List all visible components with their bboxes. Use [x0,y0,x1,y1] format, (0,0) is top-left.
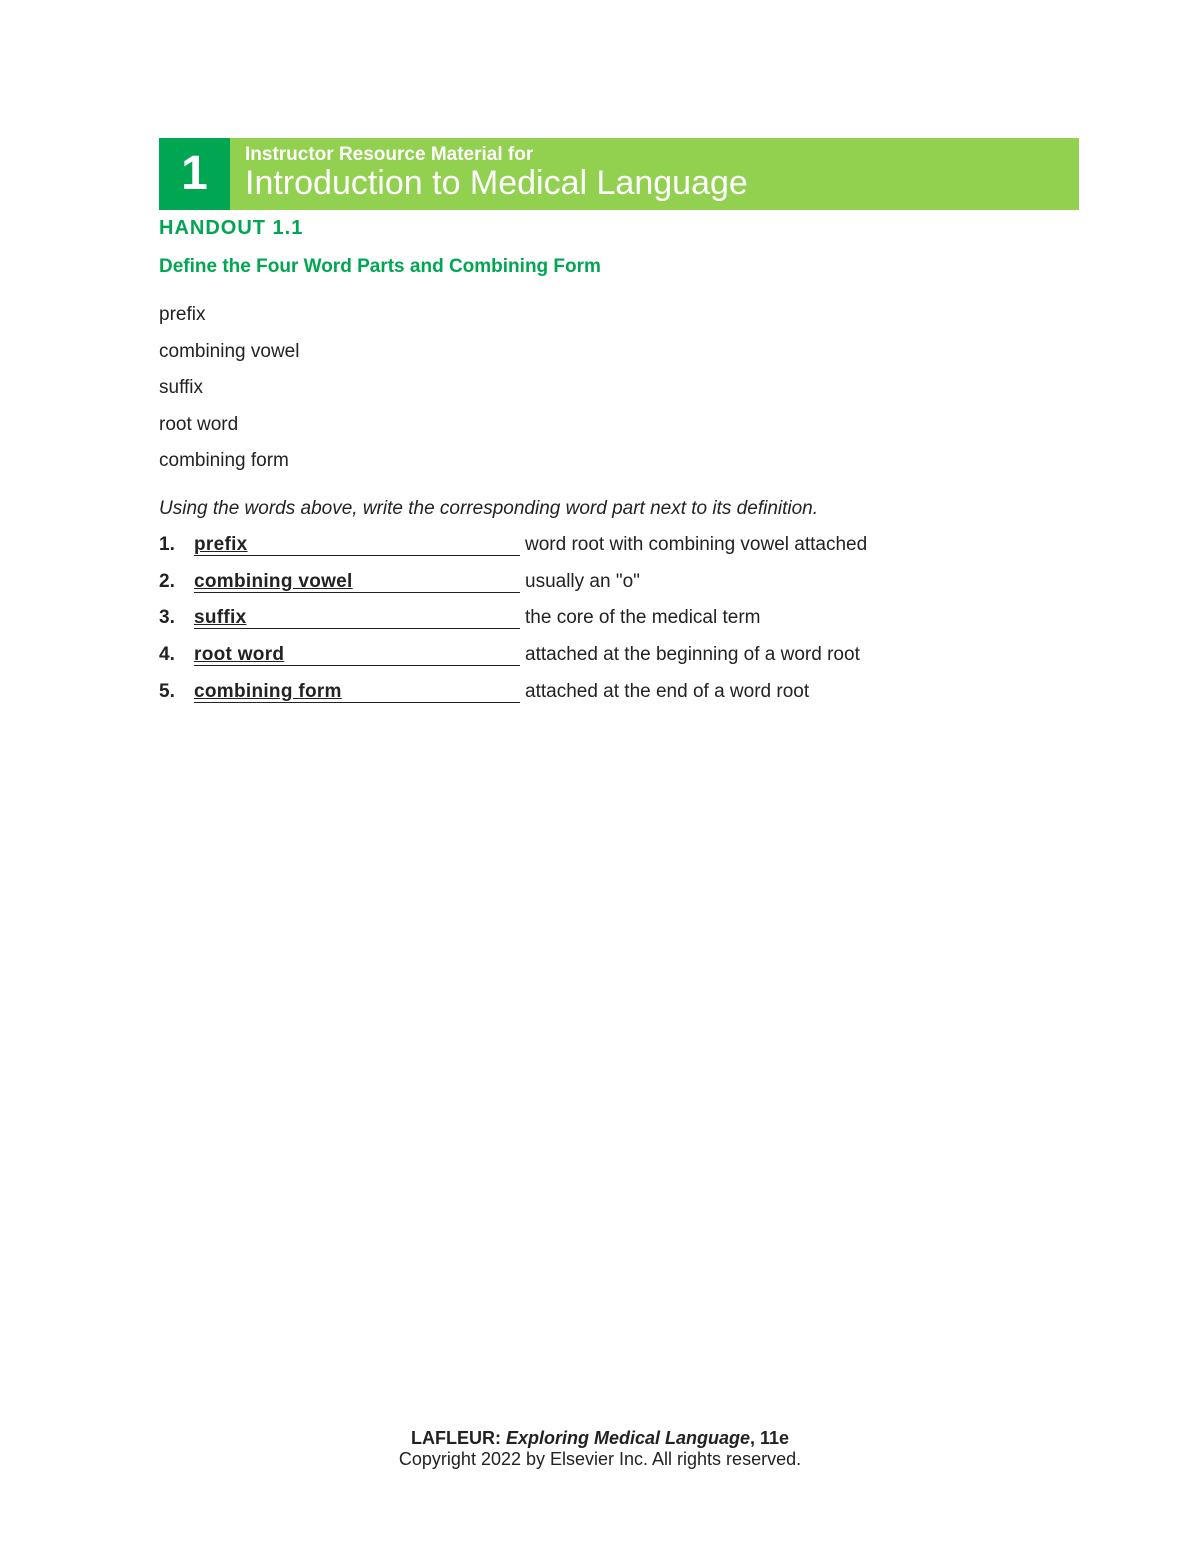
footer-author: LAFLEUR: [410,1428,501,1448]
answer-number: 3. [159,607,175,629]
footer-copyright: Copyright 2022 by Elsevier Inc. All rights reserved. [398,1449,802,1469]
answer-definition: word root with combining vowel attached [525,534,868,555]
answer-number: 1. [159,534,175,555]
word-bank-item: prefix [159,304,206,325]
answer-blank: combining vowel [194,570,520,593]
footer-citation [0,1427,1200,1449]
handout-label: HANDOUT 1.1 [159,217,304,239]
word-bank [159,303,299,486]
answer-number: 2. [159,570,175,592]
answer-definition: the core of the medical term [525,607,761,629]
handout-subtitle: Define the Four Word Parts and Combining Form [159,256,601,277]
answer-row [159,680,867,717]
answer-blank: suffix [194,606,520,629]
word-bank-item: combining vowel [159,340,300,362]
instruction-text: Using the words above, write the corresponding word part next to its definition. [159,498,819,519]
chapter-banner [159,138,1079,210]
answer-row [159,570,867,607]
answer-row [159,533,867,570]
answer-definition: attached at the end of a word root [525,680,810,702]
banner-subtitle: Instructor Resource Material for [245,144,534,165]
answer-definition: attached at the beginning of a word root [525,644,860,666]
answer-list [159,533,867,716]
word-bank-item: combining form [159,450,289,471]
answer-definition: usually an "o" [525,570,640,592]
chapter-number: 1 [159,138,230,210]
word-bank-item: suffix [159,377,204,398]
answer-blank: root word [194,643,520,666]
banner-title: Introduction to Medical Language [245,164,748,202]
footer-edition: , 11e [750,1428,790,1448]
answer-number: 4. [159,644,175,666]
answer-blank: prefix [194,533,520,556]
answer-blank: combining form [194,680,520,703]
answer-row [159,606,867,643]
word-bank-item: root word [159,413,239,435]
footer-book-title: Exploring Medical Language [505,1428,750,1448]
answer-row [159,643,867,680]
page-footer [0,1427,1200,1469]
answer-number: 5. [159,680,175,702]
